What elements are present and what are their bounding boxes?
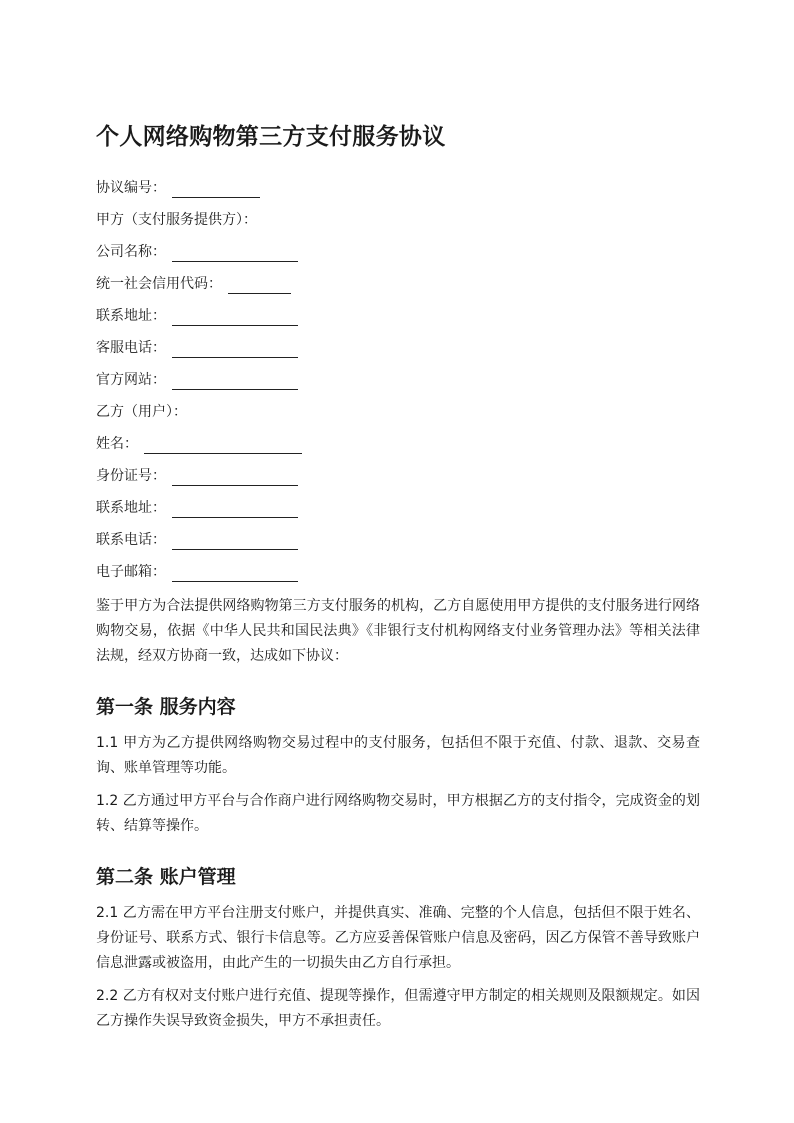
party-b-heading [96, 402, 700, 422]
field-id-number [96, 466, 700, 486]
section-heading: 第一条 服务内容 [96, 696, 236, 718]
fill-in-blank [172, 342, 298, 358]
field-label: 联系电话： [96, 532, 166, 548]
fill-in-blank [172, 502, 298, 518]
document-body [96, 118, 700, 1058]
fill-in-blank [228, 278, 291, 294]
field-company-name [96, 242, 700, 262]
field-label: 联系地址： [96, 500, 166, 516]
field-label: 协议编号： [96, 180, 166, 196]
fill-in-blank [172, 534, 298, 550]
field-label: 官方网站： [96, 372, 166, 388]
field-label: 统一社会信用代码： [96, 276, 222, 292]
field-credit-code [96, 274, 700, 294]
document-title: 个人网络购物第三方支付服务协议 [96, 124, 446, 150]
clause-paragraph: 2.2 乙方有权对支付账户进行充值、提现等操作，但需遵守甲方制定的相关规则及限额规定。如因乙方操作失误导致资金损失，甲方不承担责任。 [96, 988, 700, 1029]
section-heading: 第二条 账户管理 [96, 866, 236, 888]
field-label: 联系地址： [96, 308, 166, 324]
section-service-content [96, 693, 700, 839]
clause-paragraph: 1.1 甲方为乙方提供网络购物交易过程中的支付服务，包括但不限于充值、付款、退款、交易查询、账单管理等功能。 [96, 735, 700, 776]
field-label: 公司名称： [96, 244, 166, 260]
field-label: 甲方（支付服务提供方）： [96, 212, 257, 228]
field-agreement-number [96, 178, 700, 198]
field-website [96, 370, 700, 390]
field-name [96, 434, 700, 454]
clause-paragraph: 1.2 乙方通过甲方平台与合作商户进行网络购物交易时，甲方根据乙方的支付指令，完成资金的划转、结算等操作。 [96, 793, 700, 834]
field-label: 客服电话： [96, 340, 166, 356]
field-label: 电子邮箱： [96, 564, 166, 580]
fill-in-blank [172, 470, 298, 486]
preamble-paragraph: 鉴于甲方为合法提供网络购物第三方支付服务的机构，乙方自愿使用甲方提供的支付服务进行网络购物交易，依据《中华人民共和国民法典》《非银行支付机构网络支付业务管理办法》等相关法律法规，经双方协商一致，达成如下协议： [96, 598, 700, 664]
fill-in-blank [172, 310, 298, 326]
fill-in-blank [172, 566, 298, 582]
fill-in-blank [172, 246, 298, 262]
clause-paragraph: 2.1 乙方需在甲方平台注册支付账户，并提供真实、准确、完整的个人信息，包括但不限于姓名、身份证号、联系方式、银行卡信息等。乙方应妥善保管账户信息及密码，因乙方保管不善导致账户信息泄露或被盗用，由此产生的一切损失由乙方自行承担。 [96, 905, 700, 971]
field-label: 乙方（用户）： [96, 404, 187, 420]
fill-in-blank [172, 374, 298, 390]
field-email [96, 562, 700, 582]
field-label: 姓名： [96, 436, 138, 452]
fill-in-blank [172, 182, 260, 198]
party-a-heading [96, 210, 700, 230]
fill-in-blank [144, 438, 302, 454]
field-party-a-address [96, 306, 700, 326]
field-service-phone [96, 338, 700, 358]
field-phone [96, 530, 700, 550]
section-account-management [96, 863, 700, 1034]
field-label: 身份证号： [96, 468, 166, 484]
field-party-b-address [96, 498, 700, 518]
